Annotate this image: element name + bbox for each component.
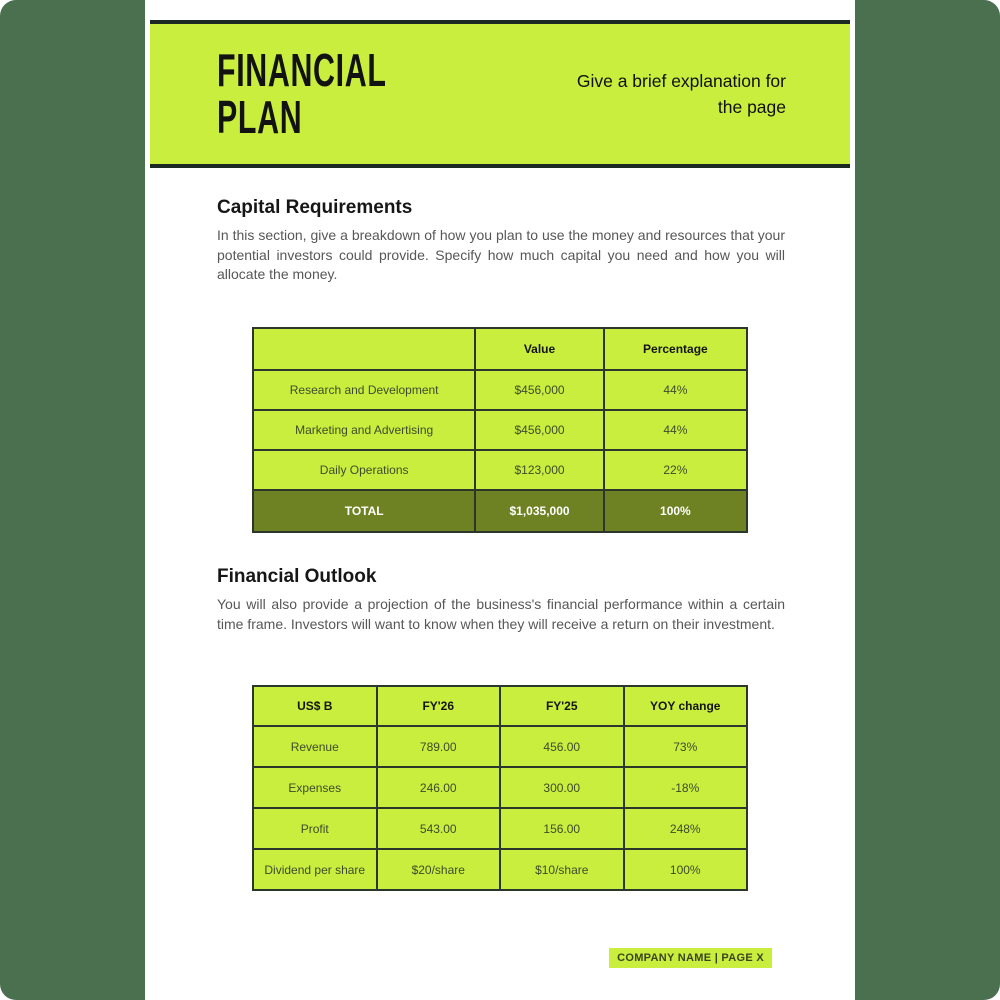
header-cell-blank: [253, 328, 475, 370]
row-percentage: 22%: [604, 450, 747, 490]
table-row: [253, 849, 747, 890]
total-value: $1,035,000: [475, 490, 603, 532]
row-fy26: 246.00: [377, 767, 501, 808]
row-label: Dividend per share: [253, 849, 377, 890]
row-yoy: -18%: [624, 767, 748, 808]
row-yoy: 100%: [624, 849, 748, 890]
row-label: Expenses: [253, 767, 377, 808]
row-fy25: $10/share: [500, 849, 624, 890]
total-percentage: 100%: [604, 490, 747, 532]
section-body-financial-outlook: You will also provide a projection of the business's financial performance within a certain time frame. Investors will want to know when they will receive a return on their investment.: [217, 596, 785, 632]
page-title-line2: PLAN: [217, 91, 303, 143]
row-fy25: 300.00: [500, 767, 624, 808]
row-yoy: 248%: [624, 808, 748, 849]
header-cell-value: Value: [475, 328, 603, 370]
table-row: [253, 767, 747, 808]
row-fy25: 456.00: [500, 726, 624, 767]
document-page: [145, 0, 855, 1000]
row-value: $456,000: [475, 410, 603, 450]
table-row: [253, 726, 747, 767]
row-percentage: 44%: [604, 410, 747, 450]
row-fy26: $20/share: [377, 849, 501, 890]
section-heading-financial-outlook: Financial Outlook: [217, 566, 377, 587]
table-row: [253, 808, 747, 849]
row-fy25: 156.00: [500, 808, 624, 849]
row-value: $456,000: [475, 370, 603, 410]
row-fy26: 543.00: [377, 808, 501, 849]
row-label: Revenue: [253, 726, 377, 767]
row-fy26: 789.00: [377, 726, 501, 767]
page-subtitle: Give a brief explanation for the page: [576, 71, 786, 117]
row-label: Marketing and Advertising: [253, 410, 475, 450]
footer-company-page-badge: COMPANY NAME | PAGE X: [609, 948, 772, 968]
row-yoy: 73%: [624, 726, 748, 767]
row-label: Daily Operations: [253, 450, 475, 490]
row-value: $123,000: [475, 450, 603, 490]
row-label: Research and Development: [253, 370, 475, 410]
header-cell-fy26: FY'26: [377, 686, 501, 726]
financial-outlook-table: [252, 685, 748, 891]
total-label: TOTAL: [253, 490, 475, 532]
header-cell-usd: US$ B: [253, 686, 377, 726]
row-label: Profit: [253, 808, 377, 849]
page-title: [217, 44, 387, 143]
table-header-row: [253, 328, 747, 370]
section-heading-capital-requirements: Capital Requirements: [217, 197, 413, 218]
row-percentage: 44%: [604, 370, 747, 410]
table-row: [253, 450, 747, 490]
header-cell-percentage: Percentage: [604, 328, 747, 370]
page-title-line1: FINANCIAL: [217, 44, 387, 96]
capital-requirements-table: [252, 327, 748, 533]
table-header-row: [253, 686, 747, 726]
header-cell-fy25: FY'25: [500, 686, 624, 726]
section-body-capital-requirements: In this section, give a breakdown of how you plan to use the money and resources that your potential investors could provide. Specify how much capital you need and how you will allocate the money.: [217, 227, 785, 282]
page-header-banner: [150, 20, 850, 168]
header-cell-yoy: YOY change: [624, 686, 748, 726]
table-total-row: [253, 490, 747, 532]
table-row: [253, 410, 747, 450]
table-row: [253, 370, 747, 410]
